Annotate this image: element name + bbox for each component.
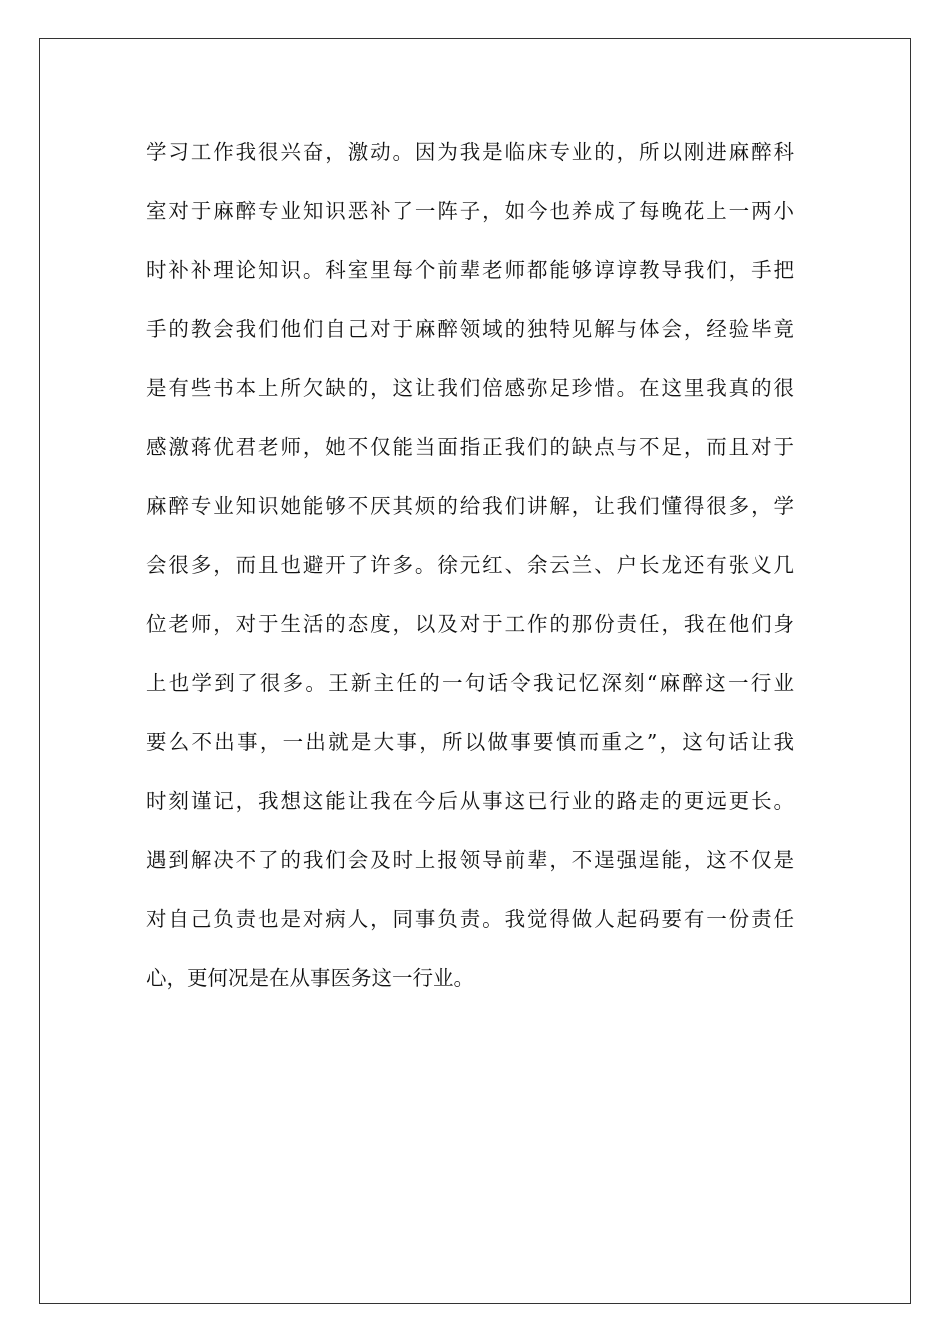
text-line: 感激蒋优君老师，她不仅能当面指正我们的缺点与不足，而且对于 [146,435,794,459]
text-line: 会很多，而且也避开了许多。徐元红、余云兰、户长龙还有张义几 [146,553,794,577]
text-line: 手的教会我们他们自己对于麻醉领域的独特见解与体会，经验毕竟 [146,317,794,341]
document-body [146,123,794,1008]
text-line: 对自己负责也是对病人，同事负责。我觉得做人起码要有一份责任 [146,907,794,931]
text-line: 时刻谨记，我想这能让我在今后从事这已行业的路走的更远更长。 [146,789,794,813]
text-line: 位老师，对于生活的态度，以及对于工作的那份责任，我在他们身 [146,612,794,636]
text-line: 上也学到了很多。王新主任的一句话令我记忆深刻“麻醉这一行业 [146,671,794,695]
text-line: 是有些书本上所欠缺的，这让我们倍感弥足珍惜。在这里我真的很 [146,376,794,400]
text-line: 麻醉专业知识她能够不厌其烦的给我们讲解，让我们懂得很多，学 [146,494,794,518]
text-line: 时补补理论知识。科室里每个前辈老师都能够谆谆教导我们，手把 [146,258,794,282]
text-line: 室对于麻醉专业知识恶补了一阵子，如今也养成了每晚花上一两小 [146,199,794,223]
text-line: 遇到解决不了的我们会及时上报领导前辈，不逞强逞能，这不仅是 [146,848,794,872]
text-line: 要么不出事，一出就是大事，所以做事要慎而重之”，这句话让我 [146,730,794,754]
text-line: 学习工作我很兴奋，激动。因为我是临床专业的，所以刚进麻醉科 [146,140,794,164]
text-line: 心，更何况是在从事医务这一行业。 [146,966,474,990]
